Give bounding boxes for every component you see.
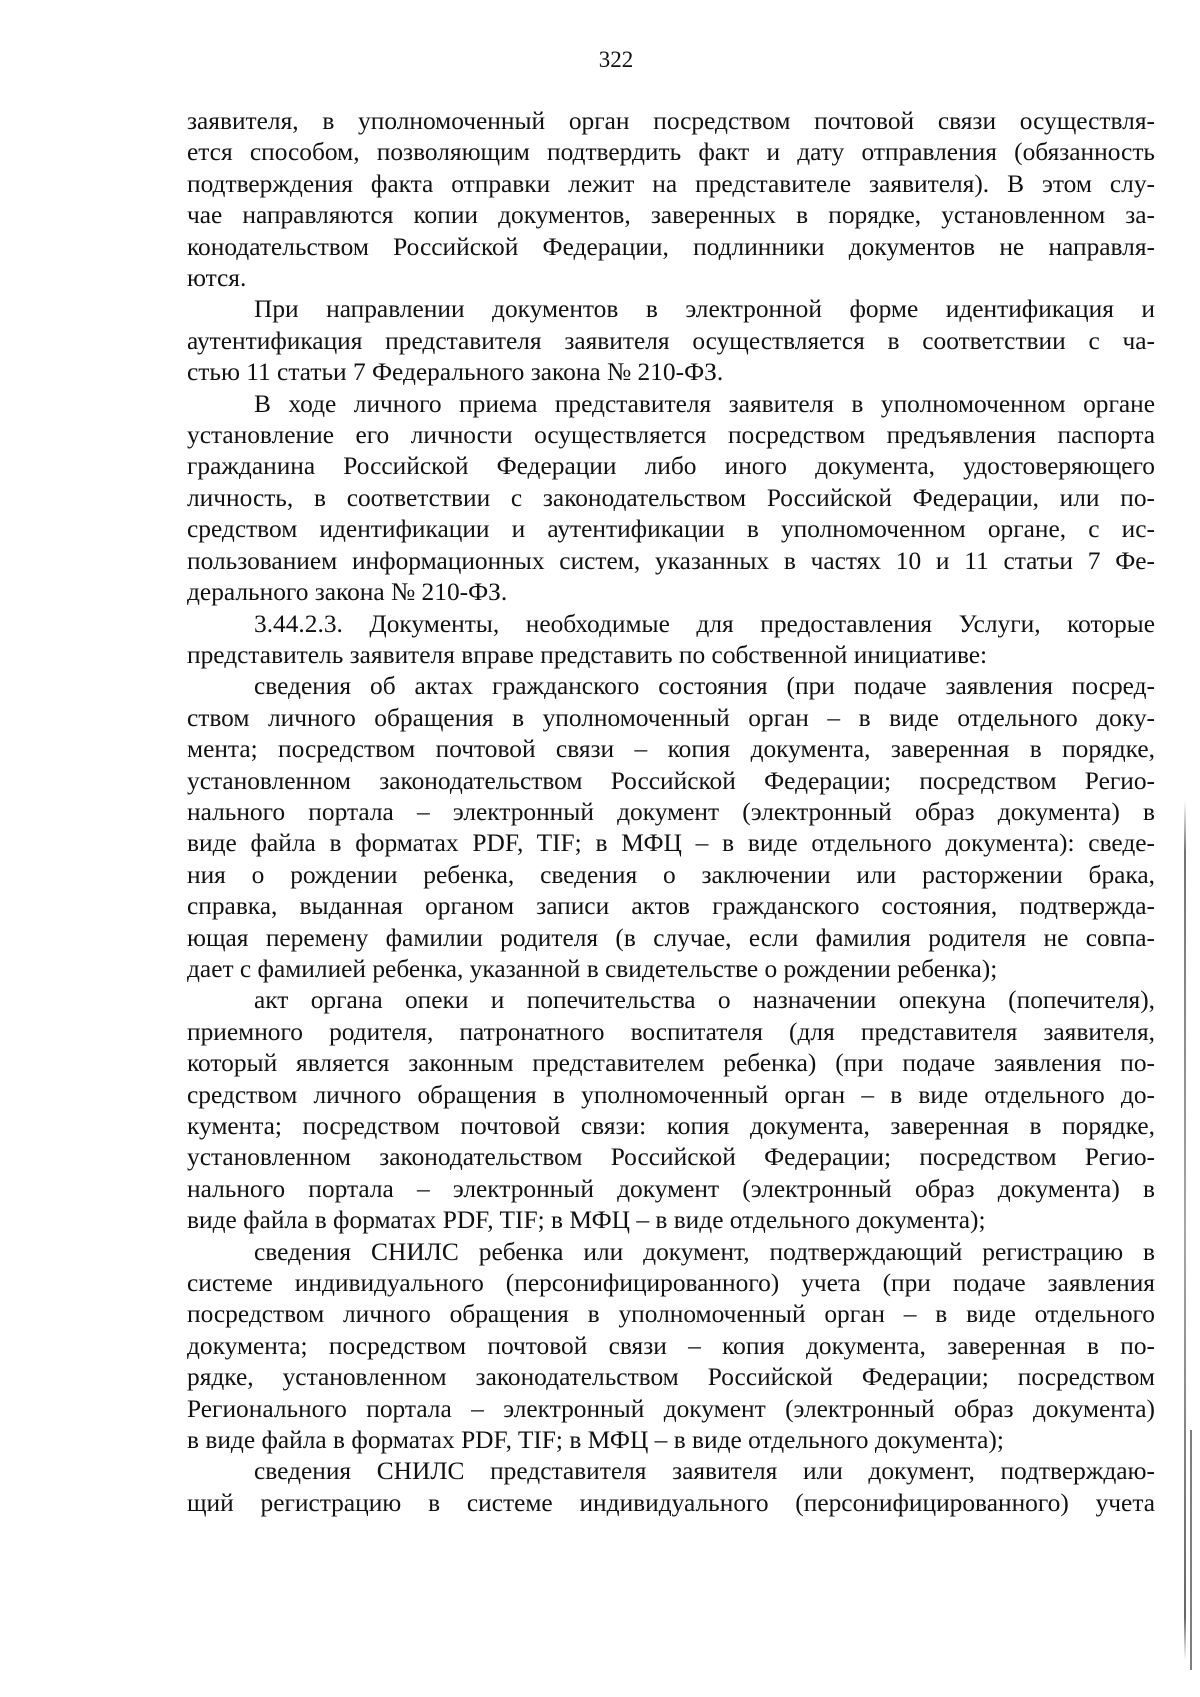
text-line: кумента; посредством почтовой связи: копия документа, заверенная в порядке,: [187, 1112, 1155, 1140]
text-line: ется способом, позволяющим подтвердить факт и дату отправления (обязанность: [187, 138, 1155, 167]
text-line: в виде файла в форматах PDF, TIF; в МФЦ – в виде отдельного документа);: [187, 1426, 1004, 1455]
text-line: дает с фамилией ребенка, указанной в свидетельстве о рождении ребенка);: [187, 954, 998, 983]
text-line: нального портала – электронный документ (электронный образ документа) в: [187, 1174, 1155, 1203]
paragraph-3: [187, 389, 1155, 609]
text-line: установление его личности осуществляется посредством предъявления паспорта: [187, 421, 1155, 450]
text-line: установленном законодательством Российской Федерации; посредством Регио-: [187, 1143, 1155, 1172]
body-text: [187, 106, 1155, 1519]
text-line: сведения СНИЛС ребенка или документ, подтверждающий регистрацию в: [254, 1237, 1155, 1266]
text-line: ются.: [187, 264, 247, 293]
text-line: посредством личного обращения в уполномоченный орган – в виде отдельного: [187, 1300, 1155, 1329]
text-line: установленном законодательством Российской Федерации; посредством Регио-: [187, 766, 1155, 795]
text-line: нального портала – электронный документ (электронный образ документа) в: [187, 797, 1155, 826]
text-line: представитель заявителя вправе представить по собственной инициативе:: [187, 640, 988, 669]
text-line: сведения об актах гражданского состояния (при подаче заявления посред-: [254, 672, 1155, 701]
text-line: справка, выданная органом записи актов гражданского состояния, подтвержда-: [187, 892, 1155, 921]
scan-edge-line: [1184, 800, 1186, 1660]
paragraph-1: [187, 106, 1155, 294]
text-line: дерального закона № 210-ФЗ.: [187, 578, 508, 607]
text-line: системе индивидуального (персонифицированного) учета (при подаче заявления: [187, 1269, 1155, 1298]
text-line: чае направляются копии документов, заверенных в порядке, установленном за-: [187, 201, 1155, 230]
text-line: ющая перемену фамилии родителя (в случае, если фамилия родителя не совпа-: [187, 923, 1155, 952]
paragraph-8: [187, 1456, 1155, 1519]
paragraph-2: [187, 294, 1155, 388]
text-line: 3.44.2.3. Документы, необходимые для предоставления Услуги, которые: [254, 609, 1155, 638]
text-line: виде файла в форматах PDF, TIF; в МФЦ – в виде отдельного документа): сведе-: [187, 829, 1155, 858]
text-line: приемного родителя, патронатного воспитателя (для представителя заявителя,: [187, 1017, 1155, 1046]
text-line: сведения СНИЛС представителя заявителя или документ, подтверждаю-: [254, 1457, 1155, 1486]
text-line: ния о рождении ребенка, сведения о заключении или расторжении брака,: [187, 860, 1155, 889]
text-line: стью 11 статьи 7 Федерального закона № 210-ФЗ.: [187, 358, 724, 387]
text-line: щий регистрацию в системе индивидуального (персонифицированного) учета: [187, 1488, 1155, 1517]
text-line: конодательством Российской Федерации, подлинники документов не направля-: [187, 232, 1155, 261]
text-line: личность, в соответствии с законодательством Российской Федерации, или по-: [187, 483, 1155, 512]
paragraph-7: [187, 1237, 1155, 1457]
text-line: мента; посредством почтовой связи – копия документа, заверенная в порядке,: [187, 735, 1155, 764]
text-line: аутентификация представителя заявителя осуществляется в соответствии с ча-: [187, 326, 1155, 355]
paragraph-4-section-3-44-2-3: [187, 609, 1155, 672]
text-line: средством идентификации и аутентификации в уполномоченном органе, с ис-: [187, 515, 1155, 544]
text-line: документа; посредством почтовой связи – копия документа, заверенная в по-: [187, 1331, 1155, 1360]
text-line: ством личного обращения в уполномоченный орган – в виде отдельного доку-: [187, 703, 1155, 732]
text-line: виде файла в форматах PDF, TIF; в МФЦ – в виде отдельного документа);: [187, 1206, 986, 1235]
text-line: гражданина Российской Федерации либо иного документа, удостоверяющего: [187, 452, 1155, 481]
text-line: Регионального портала – электронный документ (электронный образ документа): [187, 1394, 1155, 1423]
text-line: средством личного обращения в уполномоченный орган – в виде отдельного до-: [187, 1080, 1155, 1109]
text-line: акт органа опеки и попечительства о назначении опекуна (попечителя),: [254, 986, 1155, 1015]
text-line: пользованием информационных систем, указанных в частях 10 и 11 статьи 7 Фе-: [187, 546, 1155, 575]
text-line: подтверждения факта отправки лежит на представителе заявителя). В этом слу-: [187, 169, 1155, 198]
text-line: При направлении документов в электронной форме идентификация и: [254, 295, 1155, 324]
page-number: 322: [598, 47, 634, 72]
text-line: который является законным представителем ребенка) (при подаче заявления по-: [187, 1049, 1155, 1078]
paragraph-5: [187, 671, 1155, 985]
text-line: В ходе личного приема представителя заявителя в уполномоченном органе: [254, 389, 1155, 418]
text-line: заявителя, в уполномоченный орган посредством почтовой связи осуществля-: [187, 107, 1155, 135]
scan-edge-line: [1190, 1430, 1192, 1670]
text-line: рядке, установленном законодательством Российской Федерации; посредством: [187, 1363, 1155, 1392]
paragraph-6: [187, 985, 1155, 1236]
